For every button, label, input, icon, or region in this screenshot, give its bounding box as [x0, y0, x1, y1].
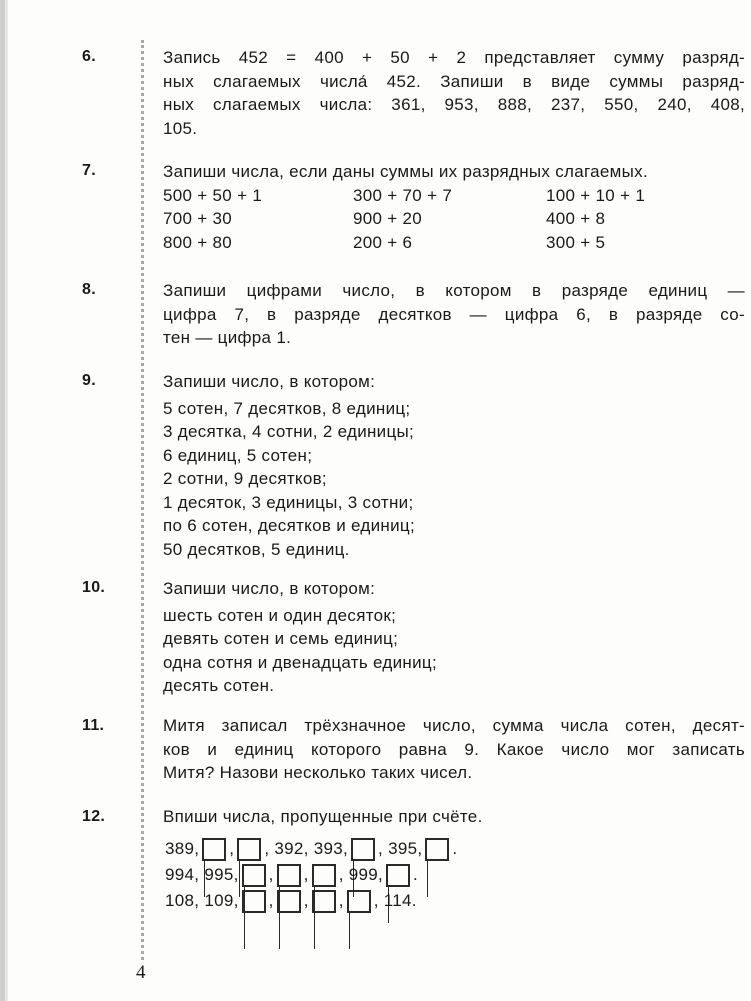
task-9-item: 50 десятков, 5 единиц.: [163, 539, 350, 559]
sum-item: 400 + 8: [546, 209, 606, 228]
task-8-line: тен — цифра 1.: [163, 328, 292, 347]
task-8-number: 8.: [82, 281, 96, 298]
task-9-item: 5 сотен, 7 десятков, 8 единиц;: [163, 398, 411, 418]
task-11-number: 11.: [82, 717, 105, 734]
task-12-instruction-text: Впиши числа, пропущенные при счёте.: [163, 807, 483, 826]
sequence-separator: ,: [268, 865, 274, 884]
answer-box[interactable]: [202, 838, 226, 861]
task-11-line: Митя записал трёхзначное число, сумма числа сотен, десят-: [163, 716, 745, 735]
task-10-item: шесть сотен и один десяток;: [163, 605, 397, 625]
count-sequence-row-2: [165, 862, 418, 888]
page-edge-highlight: [5, 0, 8, 1001]
sequence-separator: .: [413, 865, 419, 884]
sum-item: 100 + 10 + 1: [546, 185, 646, 205]
task-9-item: 3 десятка, 4 сотни, 2 единицы;: [163, 422, 415, 441]
sequence-separator: ,: [229, 839, 235, 858]
answer-box[interactable]: [237, 838, 261, 861]
task-9-intro: Запиши число, в котором:: [163, 372, 376, 391]
answer-box[interactable]: [386, 864, 410, 887]
sum-item: 700 + 30: [163, 209, 233, 228]
task-11-line: ков и единиц которого равна 9. Какое число мог записать: [163, 739, 745, 759]
answer-box[interactable]: [312, 890, 336, 913]
sequence-number: 114.: [383, 891, 417, 910]
answer-box[interactable]: [425, 838, 449, 861]
sequence-number: 994,: [165, 865, 200, 884]
sequence-separator: .: [452, 839, 458, 858]
task-6-text: [163, 46, 745, 140]
task-6-line: ных слагаемых числа: 361, 953, 888, 237, 550, 240, 408,: [163, 95, 745, 114]
task-12-instruction: [163, 805, 745, 829]
sequence-number: 108,: [165, 891, 200, 910]
answer-box[interactable]: [312, 864, 336, 887]
task-7-sums: [163, 184, 745, 255]
task-11-line: Митя? Назови несколько таких чисел.: [163, 763, 473, 782]
task-10-number: 10.: [82, 579, 106, 596]
task-7-text: [163, 160, 745, 254]
answer-box[interactable]: [277, 890, 301, 913]
task-10-intro: Запиши число, в котором:: [163, 579, 376, 598]
task-9-item: 2 сотни, 9 десятков;: [163, 469, 327, 488]
task-9-text: [163, 370, 745, 561]
sequence-number: 999,: [348, 865, 384, 884]
sequence-separator: ,: [264, 839, 270, 858]
task-12-number: 12.: [82, 808, 106, 825]
task-8-line: Запиши цифрами число, в котором в разряде единиц —: [163, 281, 745, 300]
task-10-item: десять сотен.: [163, 676, 275, 695]
sum-item: 200 + 6: [353, 232, 413, 252]
sequence-separator: ,: [303, 891, 309, 910]
sequence-separator: ,: [303, 865, 309, 884]
sum-item: 500 + 50 + 1: [163, 185, 263, 205]
task-11-text: [163, 714, 745, 785]
sum-item: 800 + 80: [163, 232, 233, 252]
sequence-number: 395,: [388, 839, 423, 858]
sequence-separator: ,: [268, 891, 274, 910]
page-number: 4: [136, 962, 146, 983]
answer-box[interactable]: [242, 864, 266, 887]
task-9-number: 9.: [82, 372, 96, 389]
task-9-item: 1 десяток, 3 единицы, 3 сотни;: [163, 492, 414, 512]
answer-box[interactable]: [242, 890, 266, 913]
task-9-item: по 6 сотен, десятков и единиц;: [163, 516, 415, 535]
sum-item: 300 + 70 + 7: [353, 185, 453, 205]
task-6-line: 105.: [163, 118, 198, 138]
task-9-item: 6 единиц, 5 сотен;: [163, 445, 313, 465]
task-7-number: 7.: [82, 162, 96, 179]
task-6-line: ных слагаемых числа́ 452. Запиши в виде суммы разряд-: [163, 71, 745, 91]
task-10-text: [163, 577, 745, 698]
task-10-item: девять сотен и семь единиц;: [163, 629, 399, 648]
answer-box[interactable]: [277, 864, 301, 887]
count-sequence-row-3: [165, 888, 417, 914]
sequence-separator: ,: [373, 891, 379, 910]
sequence-number: 392,: [274, 839, 309, 858]
sum-item: 300 + 5: [546, 232, 606, 252]
sequence-separator: ,: [338, 891, 344, 910]
margin-dotted-line: [141, 40, 144, 960]
answer-box[interactable]: [347, 890, 371, 913]
task-10-item: одна сотня и двенадцать единиц;: [163, 652, 437, 672]
sequence-separator: ,: [378, 839, 384, 858]
task-7-instruction: Запиши числа, если даны суммы их разрядных слагаемых.: [163, 162, 648, 181]
sequence-number: 109,: [204, 891, 239, 910]
task-8-text: [163, 279, 745, 350]
sequence-number: 389,: [165, 839, 200, 858]
count-sequence-row-1: [165, 836, 457, 862]
task-6-line: Запись 452 = 400 + 50 + 2 представляет сумму разряд-: [163, 48, 745, 67]
task-6-number: 6.: [82, 48, 96, 65]
answer-box[interactable]: [351, 838, 375, 861]
task-8-line: цифра 7, в разряде десятков — цифра 6, в разряде со-: [163, 304, 745, 324]
sequence-separator: ,: [338, 865, 344, 884]
sum-item: 900 + 20: [353, 209, 423, 228]
sequence-number: 995,: [204, 865, 239, 884]
sequence-number: 393,: [313, 839, 349, 858]
